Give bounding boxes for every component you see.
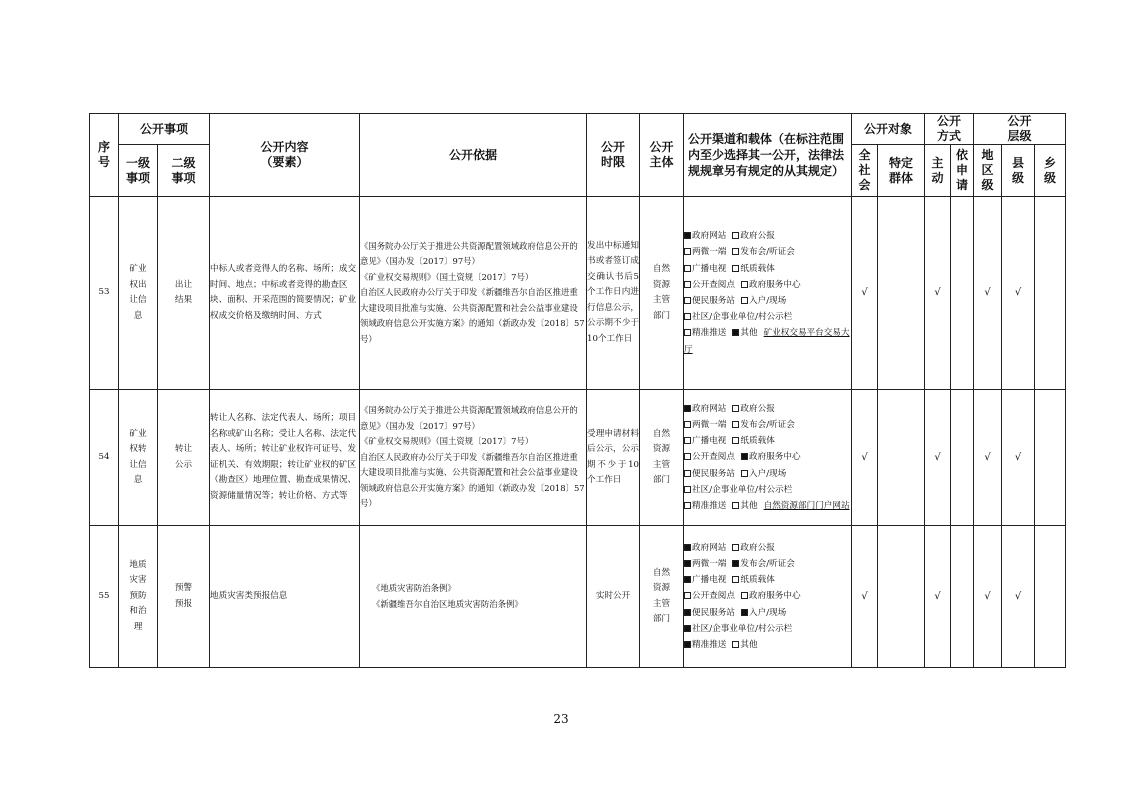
channel-option — [684, 452, 735, 462]
row-subject: 自然 资源 主管 部门 — [640, 197, 684, 390]
check-township — [1035, 526, 1066, 668]
channel-option-label: 发布会/听证会 — [740, 558, 795, 569]
basis-item: 《国务院办公厅关于推进公共资源配置领域政府信息公开的意见》（国办发〔2017〕97号） — [360, 405, 578, 431]
channel-option-label: 其他 — [740, 328, 758, 339]
check-county: √ — [1002, 526, 1035, 668]
row-seq: 55 — [90, 526, 119, 668]
channel-option-label: 发布会/听证会 — [740, 419, 795, 430]
row-channel — [684, 197, 852, 390]
channel-other-text: 自然资源部门门户网站 — [763, 501, 850, 511]
channel-line — [684, 277, 851, 293]
unchecked-box-icon — [684, 470, 691, 477]
check-specific — [878, 526, 925, 668]
unchecked-box-icon — [732, 248, 739, 255]
channel-option-label: 社区/企事业单位/村公示栏 — [692, 312, 793, 323]
unchecked-box-icon — [741, 470, 748, 477]
unchecked-box-icon — [684, 592, 691, 599]
header-content: 公开内容 （要素） — [210, 114, 360, 197]
row-level1: 矿业 权转 让信 息 — [119, 390, 158, 526]
basis-item: 《新疆维吾尔自治区地质灾害防治条例》 — [372, 598, 523, 609]
unchecked-box-icon — [741, 592, 748, 599]
checked-box-icon — [732, 329, 739, 336]
header-level-county: 县 级 — [1002, 145, 1035, 197]
channel-option — [732, 559, 794, 569]
channel-option-label: 广播电视 — [692, 575, 727, 586]
table-row — [90, 390, 1066, 526]
unchecked-box-icon — [732, 576, 739, 583]
check-active: √ — [925, 390, 951, 526]
channel-option-label: 广播电视 — [692, 263, 727, 274]
check-all: √ — [852, 390, 878, 526]
channel-line — [684, 433, 851, 449]
channel-option — [732, 543, 774, 553]
channel-option — [684, 624, 792, 634]
channel-line — [684, 498, 851, 514]
channel-option-label: 入户/现场 — [749, 607, 787, 618]
channel-option-label: 政府服务中心 — [749, 452, 801, 463]
channel-option-label: 入户/现场 — [749, 296, 787, 306]
channel-line — [684, 417, 851, 433]
disclosure-table — [89, 113, 1066, 668]
channel-line — [684, 293, 851, 309]
row-basis — [360, 390, 587, 526]
channel-option-label: 政府公报 — [740, 403, 775, 414]
header-target-all: 全 社 会 — [852, 145, 878, 197]
channel-option — [684, 559, 726, 569]
checked-box-icon — [684, 560, 691, 567]
row-subject: 自然 资源 主管 部门 — [640, 390, 684, 526]
header-subject: 公开 主体 — [640, 114, 684, 197]
unchecked-box-icon — [684, 437, 691, 444]
channel-option-label: 其他 — [740, 640, 758, 650]
checked-box-icon — [732, 560, 739, 567]
check-specific — [878, 390, 925, 526]
channel-line — [684, 449, 851, 465]
row-period: 实时公开 — [587, 526, 640, 668]
check-county: √ — [1002, 197, 1035, 390]
unchecked-box-icon — [684, 486, 691, 493]
channel-option-label: 便民服务站 — [692, 607, 735, 618]
channel-option-label: 发布会/听证会 — [740, 247, 795, 258]
channel-option — [741, 608, 786, 618]
check-all: √ — [852, 526, 878, 668]
channel-line — [684, 540, 851, 556]
channel-option-label: 精准推送 — [692, 328, 727, 339]
channel-option — [684, 404, 726, 414]
channel-option — [684, 543, 726, 553]
unchecked-box-icon — [684, 453, 691, 460]
row-basis — [360, 526, 587, 668]
channel-option-label: 两微一端 — [692, 247, 727, 258]
checked-box-icon — [684, 641, 691, 648]
channel-option-label: 政府网站 — [692, 231, 727, 242]
channel-option-label: 纸质载体 — [740, 575, 775, 586]
check-region: √ — [974, 197, 1002, 390]
channel-option — [684, 231, 726, 241]
channel-line — [684, 466, 851, 482]
channel-option — [732, 264, 774, 274]
channel-option — [741, 469, 786, 479]
header-seq: 序 号 — [90, 114, 119, 197]
channel-option — [684, 247, 726, 257]
channel-option — [741, 591, 801, 601]
channel-option — [684, 280, 735, 290]
header-target-specific: 特定 群体 — [878, 145, 925, 197]
channel-option-label: 政府公报 — [740, 231, 775, 242]
basis-item: 自治区人民政府办公厅关于印发《新疆维吾尔自治区推进重大建设项目批准与实施、公共资源配置和社会公益事业建设领域政府信息公开实施方案》的通知（新政办发〔2018〕57号） — [360, 451, 585, 509]
channel-option-label: 两微一端 — [692, 558, 727, 569]
channel-option-label: 广播电视 — [692, 436, 727, 447]
basis-item: 《国务院办公厅关于推进公共资源配置领域政府信息公开的意见》（国办发〔2017〕97号） — [360, 240, 578, 267]
channel-option-label: 政府服务中心 — [749, 591, 801, 602]
channel-option — [732, 231, 774, 241]
unchecked-box-icon — [684, 421, 691, 428]
channel-option — [741, 452, 801, 462]
row-period: 受理申请材料后公示，公示期不少于10个工作日 — [587, 390, 640, 526]
page-number: 23 — [553, 712, 569, 726]
header-level2: 二级 事项 — [158, 145, 210, 197]
channel-line — [684, 588, 851, 604]
channel-option-label: 其他 — [740, 501, 758, 511]
channel-option — [684, 312, 792, 322]
basis-item: 自治区人民政府办公厅关于印发《新疆维吾尔自治区推进重大建设项目批准与实施、公共资源配置和社会公益事业建设领域政府信息公开实施方案》的通知（新政办发〔2018〕57号） — [360, 287, 585, 344]
check-region: √ — [974, 526, 1002, 668]
row-channel — [684, 526, 852, 668]
check-apply — [951, 390, 974, 526]
channel-line — [684, 261, 851, 277]
channel-option-label: 公开查阅点 — [692, 452, 735, 463]
channel-option-label: 政府公报 — [740, 542, 775, 553]
row-basis — [360, 197, 587, 390]
channel-option-label: 政府服务中心 — [749, 279, 801, 290]
checked-box-icon — [741, 453, 748, 460]
unchecked-box-icon — [732, 405, 739, 412]
basis-item: 《矿业权交易规则》（国土资规〔2017〕7号） — [360, 271, 534, 282]
row-level2: 预警 预报 — [158, 526, 210, 668]
channel-line — [684, 637, 851, 653]
check-apply — [951, 197, 974, 390]
unchecked-box-icon — [732, 265, 739, 272]
channel-option-label: 两微一端 — [692, 419, 727, 430]
channel-option — [684, 608, 735, 618]
checked-box-icon — [684, 576, 691, 583]
checked-box-icon — [684, 232, 691, 239]
table-row — [90, 526, 1066, 668]
unchecked-box-icon — [732, 544, 739, 551]
header-mode-apply: 依 申 请 — [951, 145, 974, 197]
channel-option-label: 公开查阅点 — [692, 591, 735, 602]
channel-line — [684, 309, 851, 325]
unchecked-box-icon — [741, 281, 748, 288]
row-level1: 矿业 权出 让信 息 — [119, 197, 158, 390]
channel-option-label: 纸质载体 — [740, 436, 775, 447]
row-channel — [684, 390, 852, 526]
channel-option-label: 社区/企事业单位/村公示栏 — [692, 623, 793, 634]
check-active: √ — [925, 197, 951, 390]
channel-option-label: 纸质载体 — [740, 263, 775, 274]
header-level: 公开 层级 — [974, 114, 1066, 145]
channel-option-label: 政府网站 — [692, 542, 727, 553]
channel-option — [684, 296, 735, 306]
header-basis: 公开依据 — [360, 114, 587, 197]
check-apply — [951, 526, 974, 668]
header-target: 公开对象 — [852, 114, 925, 145]
row-level2: 转让 公示 — [158, 390, 210, 526]
unchecked-box-icon — [684, 329, 691, 336]
unchecked-box-icon — [732, 641, 739, 648]
channel-line — [684, 228, 851, 244]
channel-option-label: 精准推送 — [692, 501, 727, 511]
channel-option — [732, 575, 774, 585]
header-level-region: 地 区 级 — [974, 145, 1002, 197]
channel-option-label: 便民服务站 — [692, 296, 735, 306]
channel-option — [684, 420, 726, 430]
channel-option — [732, 420, 794, 430]
unchecked-box-icon — [684, 265, 691, 272]
row-content: 转让人名称、法定代表人、场所；项目名称或矿山名称；受让人名称、法定代表人、场所；转让矿业权许可证号、发证机关、有效期限；转让矿业权的矿区（勘查区）地理位置、勘查成果情况、资源储量情况等；转让价格、方式等 — [210, 390, 360, 526]
check-region: √ — [974, 390, 1002, 526]
channel-option — [684, 501, 726, 511]
channel-option — [732, 247, 794, 257]
table-row — [90, 197, 1066, 390]
channel-line — [684, 556, 851, 572]
channel-option — [684, 591, 735, 601]
unchecked-box-icon — [684, 313, 691, 320]
channel-option — [732, 501, 757, 511]
channel-option — [684, 436, 726, 446]
channel-option — [732, 436, 774, 446]
row-subject: 自然 资源 主管 部门 — [640, 526, 684, 668]
channel-line — [684, 572, 851, 588]
channel-line — [684, 325, 851, 357]
check-township — [1035, 197, 1066, 390]
checked-box-icon — [684, 609, 691, 616]
row-period: 发出中标通知书或者签订成交确认书后5个工作日内进行信息公示，公示期不少于10个工作日 — [587, 197, 640, 390]
channel-line — [684, 401, 851, 417]
channel-option-label: 社区/企事业单位/村公示栏 — [692, 484, 793, 495]
channel-line — [684, 605, 851, 621]
check-active: √ — [925, 526, 951, 668]
row-content: 地质灾害类预报信息 — [210, 526, 360, 668]
row-level1: 地质 灾害 预防 和治 理 — [119, 526, 158, 668]
check-township — [1035, 390, 1066, 526]
channel-line — [684, 621, 851, 637]
channel-option — [684, 264, 726, 274]
channel-option-label: 政府网站 — [692, 403, 727, 414]
channel-option — [741, 296, 786, 306]
channel-line — [684, 482, 851, 498]
unchecked-box-icon — [684, 248, 691, 255]
unchecked-box-icon — [684, 297, 691, 304]
checked-box-icon — [684, 625, 691, 632]
channel-option — [684, 469, 735, 479]
unchecked-box-icon — [684, 281, 691, 288]
channel-other-text: 矿业权交易平台交易大厅 — [684, 328, 850, 355]
unchecked-box-icon — [732, 502, 739, 509]
checked-box-icon — [684, 544, 691, 551]
unchecked-box-icon — [732, 232, 739, 239]
channel-option — [684, 485, 792, 495]
basis-item: 《矿业权交易规则》（国土资规〔2017〕7号） — [360, 436, 534, 447]
unchecked-box-icon — [732, 421, 739, 428]
basis-item: 《地质灾害防治条例》 — [372, 583, 456, 593]
unchecked-box-icon — [732, 437, 739, 444]
unchecked-box-icon — [684, 502, 691, 509]
checked-box-icon — [741, 609, 748, 616]
check-county: √ — [1002, 390, 1035, 526]
channel-option — [684, 328, 726, 338]
channel-option — [684, 575, 726, 585]
channel-option — [732, 640, 757, 650]
channel-option-label: 入户/现场 — [749, 468, 787, 479]
header-level-township: 乡 级 — [1035, 145, 1066, 197]
header-channel: 公开渠道和载体（在标注范围内至少选择其一公开，法律法规规章另有规定的从其规定） — [684, 114, 852, 197]
channel-option-label: 公开查阅点 — [692, 279, 735, 290]
check-all: √ — [852, 197, 878, 390]
row-seq: 53 — [90, 197, 119, 390]
row-level2: 出让 结果 — [158, 197, 210, 390]
header-period: 公开 时限 — [587, 114, 640, 197]
channel-option — [732, 404, 774, 414]
row-content: 中标人或者竞得人的名称、场所；成交时间、地点；中标或者竞得的勘查区块、面积、开采范围的简要情况；矿业权成交价格及缴纳时间、方式 — [210, 197, 360, 390]
channel-option — [732, 328, 757, 338]
header-mode-active: 主 动 — [925, 145, 951, 197]
header-level1: 一级 事项 — [119, 145, 158, 197]
header-matter: 公开事项 — [119, 114, 210, 145]
row-seq: 54 — [90, 390, 119, 526]
channel-option-label: 精准推送 — [692, 640, 727, 650]
channel-option-label: 便民服务站 — [692, 468, 735, 479]
header-mode: 公开 方式 — [925, 114, 974, 145]
channel-option — [741, 280, 801, 290]
unchecked-box-icon — [741, 297, 748, 304]
check-specific — [878, 197, 925, 390]
channel-line — [684, 244, 851, 260]
channel-option — [684, 640, 726, 650]
checked-box-icon — [684, 405, 691, 412]
